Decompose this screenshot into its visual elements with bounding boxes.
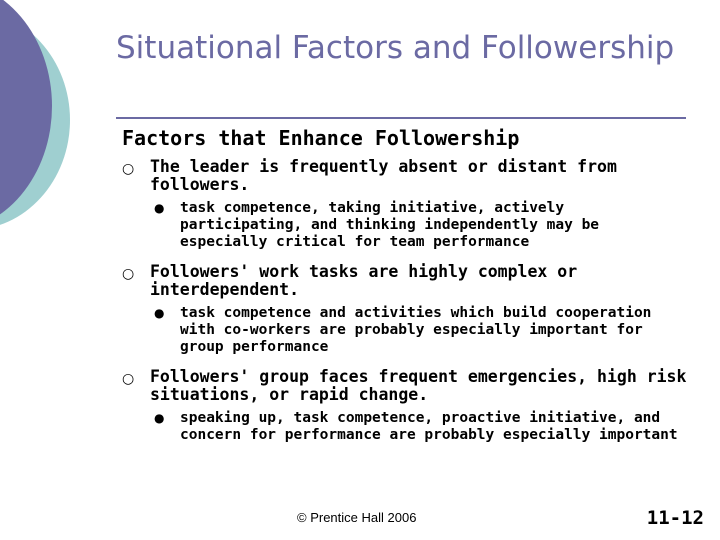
copyright-footer: © Prentice Hall 2006 — [297, 510, 417, 525]
decorative-circles — [0, 0, 120, 260]
sub-bullet-item — [122, 305, 692, 356]
sub-bullet-text: speaking up, task competence, proactive initiative, and concern for performance are probably especially important — [180, 410, 678, 443]
bullet-text: Followers' group faces frequent emergencies, high risk situations, or rapid change. — [150, 367, 687, 404]
slide-title: Situational Factors and Followership — [116, 30, 675, 66]
sub-bullet-text: task competence, taking initiative, actively participating, and thinking independently may be especially critical for team performance — [180, 200, 600, 250]
hollow-circle-bullet-icon: ○ — [122, 161, 135, 177]
bullet-item — [122, 158, 692, 194]
slide-body — [122, 124, 692, 444]
dot-bullet-icon: ● — [154, 306, 165, 320]
section-heading: Factors that Enhance Followership — [122, 126, 520, 150]
hollow-circle-bullet-icon: ○ — [122, 371, 135, 387]
sub-bullet-item — [122, 410, 692, 444]
bullet-item — [122, 263, 692, 299]
sub-bullet-item — [122, 200, 692, 251]
title-divider — [116, 117, 686, 119]
bullet-text: Followers' work tasks are highly complex or interdependent. — [150, 262, 578, 299]
page-number: 11-12 — [646, 507, 704, 529]
bullet-item — [122, 368, 692, 404]
hollow-circle-bullet-icon: ○ — [122, 266, 135, 282]
sub-bullet-text: task competence and activities which build cooperation with co-workers are probably especially important for group performance — [180, 305, 652, 355]
dot-bullet-icon: ● — [154, 411, 165, 425]
bullet-text: The leader is frequently absent or distant from followers. — [150, 157, 617, 194]
dot-bullet-icon: ● — [154, 201, 165, 215]
